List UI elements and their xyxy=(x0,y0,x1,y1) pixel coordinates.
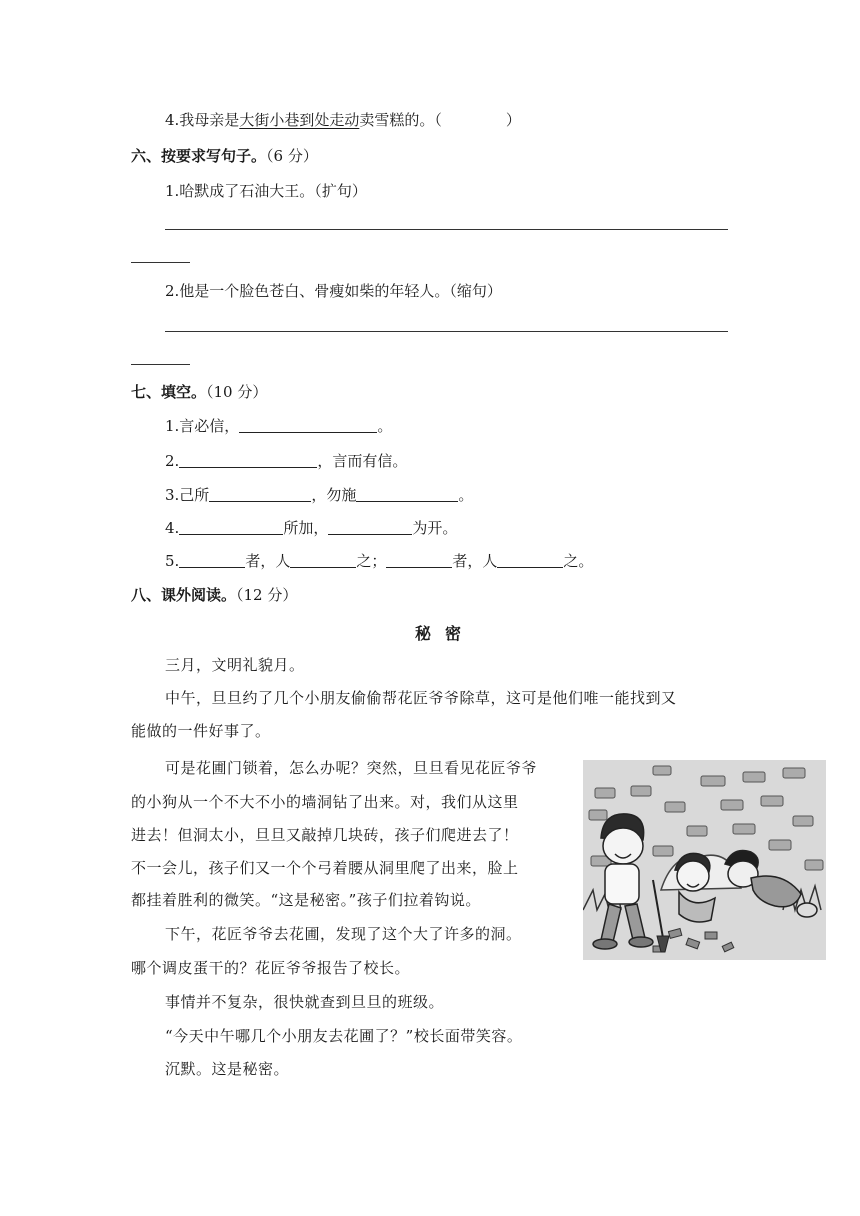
fill-4-blank-1[interactable] xyxy=(179,520,283,535)
fill-4-text-c: 为开。 xyxy=(412,519,458,537)
q4-suffix: 卖雪糕的。（ xyxy=(359,111,442,129)
fill-item-3 xyxy=(165,485,473,505)
section-6-item-1: 1.哈默成了石油大王。（扩句） xyxy=(165,182,367,200)
q4-underlined-phrase: 大街小巷到处走动 xyxy=(239,111,360,129)
story-paragraph-4-line-1: 下午，花匠爷爷去花圃，发现了这个大了许多的洞。 xyxy=(165,925,522,943)
fill-5-blank-2[interactable] xyxy=(290,553,356,568)
fill-4-text-a: 4. xyxy=(165,519,180,537)
fill-3-text-b: ，勿施 xyxy=(311,486,357,504)
fill-2-text-b: ，言而有信。 xyxy=(317,452,408,470)
fill-5-text-d: 者，人 xyxy=(452,552,498,570)
fill-5-text-c: 之； xyxy=(356,552,387,570)
story-paragraph-4-line-2: 哪个调皮蛋干的？花匠爷爷报告了校长。 xyxy=(131,959,411,977)
story-paragraph-3-line-4: 不一会儿，孩子们又一个个弓着腰从洞里爬了出来，脸上 xyxy=(131,859,519,877)
q4-answer-blank[interactable] xyxy=(442,113,506,127)
section-8-score: （12 分） xyxy=(236,586,298,604)
story-paragraph-5: 事情并不复杂，很快就查到旦旦的班级。 xyxy=(165,993,445,1011)
fill-2-text-a: 2. xyxy=(165,452,180,470)
q4-close: ） xyxy=(505,111,521,129)
fill-5-blank-4[interactable] xyxy=(497,553,563,568)
story-paragraph-3-line-3: 进去！但洞太小，旦旦又敲掉几块砖，孩子们爬进去了！ xyxy=(131,826,519,844)
fill-1-text-b: 。 xyxy=(377,417,393,435)
fill-3-text-c: 。 xyxy=(458,486,474,504)
fill-2-blank[interactable] xyxy=(179,453,317,468)
section-6-title: 六、按要求写句子。 xyxy=(131,147,267,165)
fill-item-1 xyxy=(165,416,392,436)
section-7-score: （10 分） xyxy=(206,383,268,401)
story-paragraph-3-line-1: 可是花圃门锁着，怎么办呢？突然，旦旦看见花匠爷爷 xyxy=(165,759,538,777)
section-8-heading xyxy=(131,585,297,605)
fill-3-blank-1[interactable] xyxy=(209,487,311,502)
q4-prefix: 4.我母亲是 xyxy=(165,111,240,129)
fill-1-text-a: 1.言必信， xyxy=(165,417,240,435)
fill-5-text-b: 者，人 xyxy=(245,552,291,570)
children-crawling-through-wall-hole-illustration xyxy=(583,760,826,960)
story-title: 秘密 xyxy=(414,624,475,643)
section-7-title: 七、填空。 xyxy=(131,383,207,401)
fill-1-blank[interactable] xyxy=(239,418,377,433)
story-paragraph-2-line-1: 中午，旦旦约了几个小朋友偷偷帮花匠爷爷除草，这可是他们唯一能找到又 xyxy=(165,689,677,707)
answer-line-1b[interactable] xyxy=(131,262,190,263)
story-paragraph-6: “今天中午哪几个小朋友去花圃了？”校长面带笑容。 xyxy=(165,1027,523,1045)
story-paragraph-2-line-2: 能做的一件好事了。 xyxy=(131,722,271,740)
answer-line-2a[interactable] xyxy=(165,331,728,332)
fill-item-5 xyxy=(165,551,593,571)
fill-item-4 xyxy=(165,518,457,538)
story-paragraph-3-line-5: 都挂着胜利的微笑。“这是秘密。”孩子们拉着钩说。 xyxy=(131,891,481,909)
section-6-item-2: 2.他是一个脸色苍白、骨瘦如柴的年轻人。（缩句） xyxy=(165,282,502,300)
question-4 xyxy=(165,110,521,130)
section-7-heading xyxy=(131,382,267,402)
fill-4-blank-2[interactable] xyxy=(328,520,412,535)
fill-5-text-a: 5. xyxy=(165,552,180,570)
fill-3-blank-2[interactable] xyxy=(356,487,458,502)
answer-line-2b[interactable] xyxy=(131,364,190,365)
story-paragraph-7: 沉默。这是秘密。 xyxy=(165,1060,290,1078)
answer-line-1a[interactable] xyxy=(165,229,728,230)
section-6-score: （6 分） xyxy=(266,147,318,165)
section-8-title: 八、课外阅读。 xyxy=(131,586,237,604)
fill-5-blank-1[interactable] xyxy=(179,553,245,568)
section-6-heading xyxy=(131,146,318,166)
fill-4-text-b: 所加， xyxy=(283,519,329,537)
story-paragraph-3-line-2: 的小狗从一个不大不小的墙洞钻了出来。对，我们从这里 xyxy=(131,793,519,811)
fill-item-2 xyxy=(165,451,407,471)
story-paragraph-1: 三月，文明礼貌月。 xyxy=(165,656,305,674)
fill-5-text-e: 之。 xyxy=(563,552,594,570)
fill-3-text-a: 3.己所 xyxy=(165,486,210,504)
fill-5-blank-3[interactable] xyxy=(386,553,452,568)
